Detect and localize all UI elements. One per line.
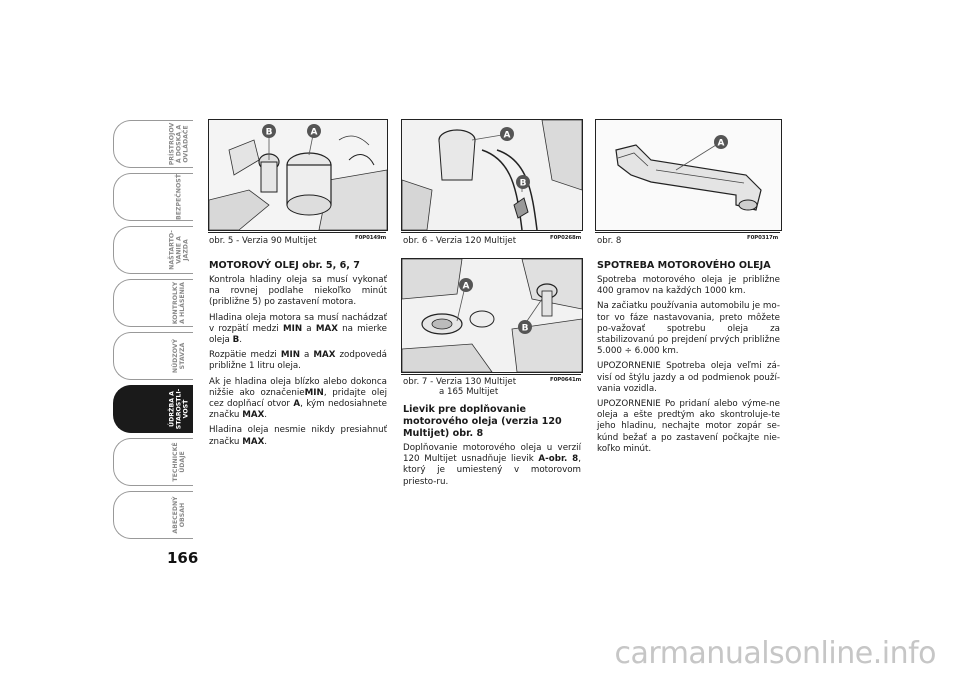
figure-7-caption-line1: obr. 7 - Verzia 130 Multijet bbox=[403, 377, 517, 387]
sidebar-tab-label: ÚDRŽBA A STAROSTLI- VOSŤ bbox=[168, 388, 190, 430]
section-heading-motorovy-olej: MOTOROVÝ OLEJ obr. 5, 6, 7 bbox=[209, 260, 360, 271]
page-number: 166 bbox=[167, 549, 199, 567]
svg-text:A: A bbox=[503, 130, 511, 141]
figure-8-funnel bbox=[595, 119, 782, 231]
tab-pristrojova-doska[interactable] bbox=[113, 120, 193, 168]
tab-bezpecnost[interactable] bbox=[113, 173, 193, 221]
column-2 bbox=[403, 404, 581, 492]
column-3 bbox=[597, 260, 780, 459]
sidebar-tab-label: TECHNICKÉ ÚDAJE bbox=[172, 442, 186, 482]
figure-7-code: F0P0641m bbox=[550, 377, 582, 383]
section-heading-spotreba: SPOTREBA MOTOROVÉHO OLEJA bbox=[597, 260, 771, 271]
paragraph: Hladina oleja motora sa musí nachádzať v rozpätí medzi MIN a MAX na mierke oleja B. bbox=[209, 312, 387, 346]
paragraph: Rozpätie medzi MIN a MAX zodpovedá približne 1 litru oleja. bbox=[209, 350, 387, 372]
paragraph: Spotreba motorového oleja je približne 400 gramov na každých 1000 km. bbox=[597, 275, 780, 297]
figure-6-engine-120 bbox=[401, 119, 583, 231]
paragraph: UPOZORNENIE Po pridaní alebo výme-ne oleja a ešte predtým ako skontroluje-te jeho hladinu, nechajte motor zopár se-kúnd bežať a po zastavení počkajte nie-koľko minút. bbox=[597, 399, 780, 454]
watermark: carmanualsonline.info bbox=[614, 636, 936, 671]
svg-text:A: A bbox=[462, 281, 470, 292]
sidebar-tab-label: BEZPEČNOSŤ bbox=[175, 174, 183, 220]
tab-abecedny-obsah[interactable] bbox=[113, 491, 193, 539]
figure-6-caption: obr. 6 - Verzia 120 Multijet bbox=[403, 236, 517, 246]
figure-6-code: F0P0268m bbox=[550, 235, 582, 241]
sidebar-tab-label: NAŠTARTO- VANIE A JAZDA bbox=[168, 230, 190, 270]
figure-5-code: F0P0149m bbox=[355, 235, 387, 241]
tab-technicke-udaje[interactable] bbox=[113, 438, 193, 486]
figure-8-caption: obr. 8 bbox=[597, 236, 622, 246]
figure-5-rule bbox=[208, 232, 386, 233]
paragraph: Ak je hladina oleja blízko alebo dokonca nižšie ako označenieMIN, pridajte olej cez doplňací otvor A, kým nedosiahnete značku MAX. bbox=[209, 376, 387, 421]
svg-text:B: B bbox=[521, 323, 529, 334]
figure-6-rule bbox=[401, 232, 581, 233]
paragraph: Kontrola hladiny oleja sa musí vykonať na rovnej podlahe niekoľko minút (približne 5) po zastavení motora. bbox=[209, 275, 387, 308]
paragraph: Doplňovanie motorového oleja u verzií 120 Multijet usnadňuje lievik A-obr. 8, ktorý je umiestený v motorovom priesto-ru. bbox=[403, 443, 581, 487]
figure-5-engine-90 bbox=[208, 119, 388, 231]
figure-7-caption-line2: a 165 Multijet bbox=[439, 387, 499, 397]
svg-text:A: A bbox=[717, 138, 725, 149]
sidebar-tab-label: KONTROLKY A HLÁSENIA bbox=[172, 281, 186, 325]
paragraph: UPOZORNENIE Spotreba oleja veľmi zá-visí od štýlu jazdy a od podmienok použí-vania vozidla. bbox=[597, 361, 780, 394]
paragraph: Na začiatku používania automobilu je mo-tor vo fáze nastavovania, preto môžete po-važovať spotrebu oleja za stabilizovanú po prejdení prvých približne 5.000 ÷ 6.000 km. bbox=[597, 301, 780, 357]
figure-5-caption: obr. 5 - Verzia 90 Multijet bbox=[209, 236, 317, 246]
sidebar-tab-label: ABECEDNÝ OBSAH bbox=[172, 496, 186, 534]
svg-text:B: B bbox=[265, 127, 273, 138]
figure-7-engine-130-165 bbox=[401, 258, 583, 373]
figure-8-rule bbox=[595, 232, 780, 233]
paragraph: Hladina oleja nesmie nikdy presiahnuť značku MAX. bbox=[209, 425, 387, 447]
column-1 bbox=[209, 260, 387, 452]
sidebar-tab-label: PRÍSTROJOV Á DOSKA A OVLÁDAČE bbox=[168, 122, 190, 166]
svg-text:A: A bbox=[310, 127, 318, 138]
figure-7-rule bbox=[401, 374, 581, 375]
section-heading-lievik: Lievik pre doplňovanie motorového oleja (verzia 120 Multijet) obr. 8 bbox=[403, 404, 562, 439]
svg-text:B: B bbox=[519, 178, 527, 189]
tab-udrzba[interactable] bbox=[113, 385, 193, 433]
tab-kontrolky[interactable] bbox=[113, 279, 193, 327]
tab-nudzovy-stav[interactable] bbox=[113, 332, 193, 380]
figure-8-code: F0P0317m bbox=[747, 235, 779, 241]
tab-nastartovanie[interactable] bbox=[113, 226, 193, 274]
sidebar-tab-label: NÚDZOVÝ STAVZA bbox=[172, 338, 186, 374]
